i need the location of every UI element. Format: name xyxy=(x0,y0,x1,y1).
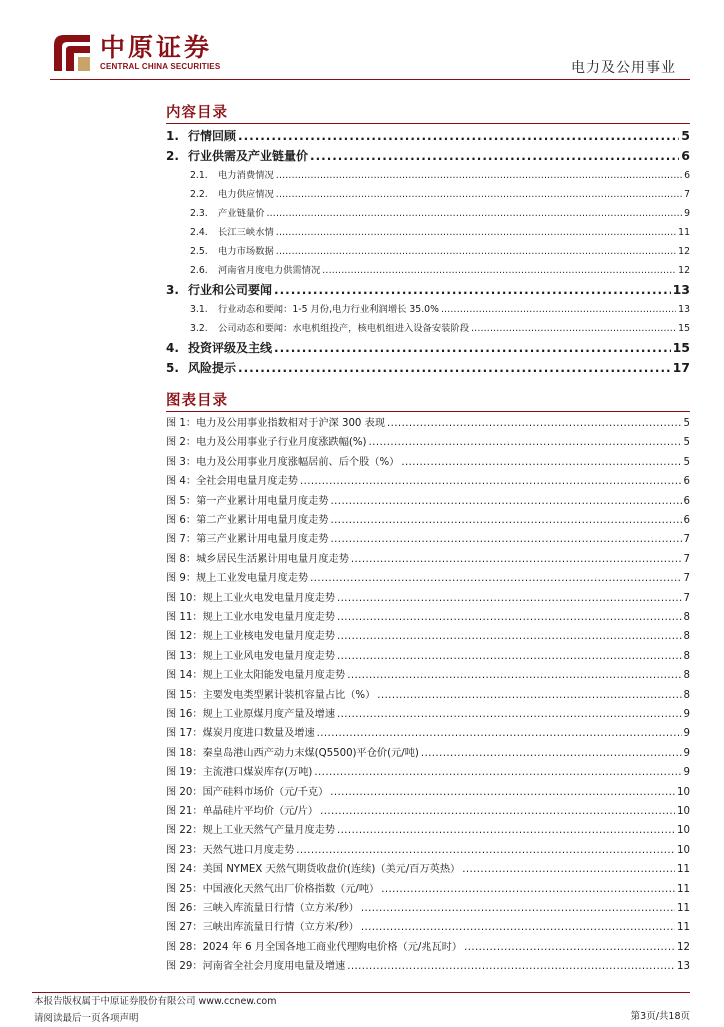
dot-leader xyxy=(337,608,682,628)
dot-leader xyxy=(331,511,682,531)
entry-page-number: 11 xyxy=(678,227,690,238)
dot-leader xyxy=(296,841,675,861)
toc-subentry[interactable] xyxy=(190,319,690,338)
entry-title: 产业链量价 xyxy=(218,208,265,219)
page-header xyxy=(0,0,724,84)
entry-title: 风险提示 xyxy=(188,361,237,375)
entry-title: 图 12：规上工业核电发电量月度走势 xyxy=(166,631,336,643)
figure-entry[interactable] xyxy=(166,821,690,841)
entry-page-number: 11 xyxy=(677,903,690,914)
entry-page-number: 11 xyxy=(677,864,690,876)
toc-entry[interactable] xyxy=(166,146,690,166)
entry-page-number: 9 xyxy=(683,767,690,779)
entry-page-number: 9 xyxy=(683,728,690,740)
dot-leader xyxy=(337,647,682,667)
entry-title: 图 20：国产硅料市场价（元/千克） xyxy=(166,786,329,798)
footer-left xyxy=(34,993,277,1027)
entry-page-number: 12 xyxy=(678,265,690,276)
figure-entry[interactable] xyxy=(166,492,690,512)
figure-entry[interactable] xyxy=(166,589,690,609)
company-logo-icon xyxy=(50,33,94,73)
entry-title: 图 19：主流港口煤炭库存(万吨) xyxy=(166,767,313,779)
entry-page-number: 8 xyxy=(683,689,690,701)
toc-subentry[interactable] xyxy=(190,223,690,242)
figure-entry[interactable] xyxy=(166,686,690,706)
entry-page-number: 13 xyxy=(678,304,690,315)
figure-entry[interactable] xyxy=(166,530,690,550)
dot-leader xyxy=(238,126,679,146)
figure-entry[interactable] xyxy=(166,627,690,647)
entry-page-number: 11 xyxy=(677,883,690,895)
figure-entry[interactable] xyxy=(166,472,690,492)
dot-leader xyxy=(337,821,675,841)
entry-title: 行情回顾 xyxy=(188,129,237,143)
toc-title-underline xyxy=(166,123,690,124)
entry-title: 图 5：第一产业累计用电量月度走势 xyxy=(166,495,329,507)
entry-title: 投资评级及主线 xyxy=(188,341,273,355)
entry-title: 图 27：三峡出库流量日行情（立方米/秒） xyxy=(166,922,359,934)
entry-title: 图 16：规上工业原煤月度产量及增速 xyxy=(166,709,336,720)
figure-entry[interactable] xyxy=(166,511,690,531)
entry-title: 图 24：美国 NYMEX 天然气期货收盘价(连续)（美元/百万英热） xyxy=(166,864,461,876)
entry-title: 图 15：主要发电类型累计装机容量占比（%） xyxy=(166,689,376,701)
entry-title: 图 9：规上工业发电量月度走势 xyxy=(166,573,309,585)
dot-leader xyxy=(464,938,675,958)
entry-page-number: 5 xyxy=(681,128,690,143)
dot-leader xyxy=(322,261,676,280)
dot-leader xyxy=(330,783,675,803)
entry-page-number: 12 xyxy=(677,941,690,953)
entry-page-number: 13 xyxy=(677,961,690,973)
toc-subentry[interactable] xyxy=(190,204,690,223)
dot-leader xyxy=(300,472,682,492)
dot-leader xyxy=(276,185,682,204)
entry-title: 图 13：规上工业风电发电量月度走势 xyxy=(166,650,336,662)
figure-entry[interactable] xyxy=(166,880,690,900)
toc-subentry[interactable] xyxy=(190,242,690,261)
dot-leader xyxy=(276,223,676,242)
company-name-en: CENTRAL CHINA SECURITIES xyxy=(100,62,221,71)
entry-title: 行业和公司要闻 xyxy=(188,283,273,297)
toc-entry[interactable] xyxy=(166,358,690,378)
dot-leader xyxy=(310,146,679,166)
dot-leader xyxy=(462,860,675,880)
entry-title: 长江三峡水情 xyxy=(218,227,274,238)
dot-leader xyxy=(369,433,682,453)
figure-entry[interactable] xyxy=(166,724,690,744)
figure-entry[interactable] xyxy=(166,802,690,822)
entry-title: 电力供应情况 xyxy=(218,189,274,200)
entry-page-number: 8 xyxy=(683,670,690,682)
entry-title: 电力市场数据 xyxy=(218,246,274,257)
entry-number: 1. xyxy=(166,129,179,143)
figure-entry[interactable] xyxy=(166,918,690,938)
entry-number: 3.2. xyxy=(190,323,208,334)
dot-leader xyxy=(310,569,681,589)
entry-title: 图 4：全社会用电量月度走势 xyxy=(166,476,298,488)
figure-entry[interactable] xyxy=(166,705,690,725)
entry-number: 3. xyxy=(166,283,179,297)
entry-title: 图 2：电力及公用事业子行业月度涨跌幅(%) xyxy=(166,437,367,449)
dot-leader xyxy=(274,280,671,300)
entry-title: 行业供需及产业链量价 xyxy=(188,149,309,163)
entry-title: 图 14：规上工业太阳能发电量月度走势 xyxy=(166,670,346,682)
entry-page-number: 6 xyxy=(683,515,690,526)
entry-page-number: 9 xyxy=(683,709,690,720)
entry-page-number: 11 xyxy=(677,922,690,934)
entry-title: 电力消费情况 xyxy=(218,170,274,181)
toc-subentry[interactable] xyxy=(190,300,690,319)
figure-entry[interactable] xyxy=(166,453,690,473)
entry-page-number: 5 xyxy=(683,456,690,468)
dot-leader xyxy=(377,686,681,706)
figure-entry[interactable] xyxy=(166,957,690,977)
entry-page-number: 6 xyxy=(681,148,690,163)
header-divider xyxy=(50,79,690,80)
dot-leader xyxy=(337,705,682,725)
entry-page-number: 7 xyxy=(684,189,690,200)
dot-leader xyxy=(401,453,681,473)
entry-number: 2.6. xyxy=(190,265,208,276)
dot-leader xyxy=(320,802,675,822)
toc-subentry[interactable] xyxy=(190,185,690,204)
figure-entry[interactable] xyxy=(166,938,690,958)
dot-leader xyxy=(267,204,683,223)
entry-title: 图 18：秦皇岛港山西产动力末煤(Q5500)平仓价(元/吨) xyxy=(166,747,419,759)
entry-page-number: 15 xyxy=(672,340,690,355)
entry-page-number: 7 xyxy=(683,592,690,604)
entry-title: 图 8：城乡居民生活累计用电量月度走势 xyxy=(166,553,349,565)
dot-leader xyxy=(314,763,681,783)
toc-entry[interactable] xyxy=(166,280,690,300)
entry-title: 图 22：规上工业天然气产量月度走势 xyxy=(166,825,336,837)
figure-entry[interactable] xyxy=(166,608,690,628)
dot-leader xyxy=(337,589,682,609)
figure-entry[interactable] xyxy=(166,899,690,919)
figure-entry[interactable] xyxy=(166,666,690,686)
dot-leader xyxy=(441,300,676,319)
figure-entry[interactable] xyxy=(166,744,690,764)
entry-title: 河南省月度电力供需情况 xyxy=(218,265,321,276)
dot-leader xyxy=(276,242,676,261)
toc-entry[interactable] xyxy=(166,126,690,146)
figures-title-underline xyxy=(166,411,690,412)
entry-title: 图 10：规上工业火电发电量月度走势 xyxy=(166,592,336,604)
dot-leader xyxy=(361,899,675,919)
entry-number: 2.1. xyxy=(190,170,208,181)
figure-entry[interactable] xyxy=(166,414,690,434)
entry-page-number: 8 xyxy=(683,650,690,662)
entry-number: 2.5. xyxy=(190,246,208,257)
entry-page-number: 6 xyxy=(684,170,690,181)
figure-entry[interactable] xyxy=(166,569,690,589)
report-sector: 电力及公用事业 xyxy=(571,60,676,76)
copyright-notice: 本报告版权属于中原证券股份有限公司 www.ccnew.com xyxy=(34,996,277,1007)
entry-title: 图 25：中国液化天然气出厂价格指数（元/吨） xyxy=(166,883,380,895)
entry-page-number: 5 xyxy=(683,418,690,429)
entry-title: 图 1：电力及公用事业指数相对于沪深 300 表现 xyxy=(166,418,386,429)
toc-subentry[interactable] xyxy=(190,166,690,185)
dot-leader xyxy=(274,338,671,358)
dot-leader xyxy=(361,918,675,938)
dot-leader xyxy=(471,319,676,338)
figure-entry[interactable] xyxy=(166,433,690,453)
entry-title: 图 26：三峡入库流量日行情（立方米/秒） xyxy=(166,903,359,914)
dot-leader xyxy=(387,414,682,434)
entry-page-number: 6 xyxy=(683,476,690,488)
entry-title: 图 6：第二产业累计用电量月度走势 xyxy=(166,515,329,526)
figures-title: 图表目录 xyxy=(166,393,228,409)
entry-page-number: 10 xyxy=(677,844,690,856)
entry-title: 图 28：2024 年 6 月全国各地工商业代理购电价格（元/兆瓦时） xyxy=(166,941,463,953)
entry-title: 行业动态和要闻：1-5 月份,电力行业利润增长 35.0% xyxy=(218,304,439,315)
entry-number: 2. xyxy=(166,149,179,163)
entry-title: 图 29：河南省全社会月度用电量及增速 xyxy=(166,961,346,973)
dot-leader xyxy=(347,666,681,686)
entry-title: 图 17：煤炭月度进口数量及增速 xyxy=(166,728,315,740)
entry-page-number: 6 xyxy=(683,495,690,507)
entry-title: 图 7：第三产业累计用电量月度走势 xyxy=(166,534,329,546)
entry-title: 图 23：天然气进口月度走势 xyxy=(166,844,295,856)
entry-page-number: 10 xyxy=(677,806,690,817)
entry-page-number: 13 xyxy=(672,282,690,297)
disclaimer-notice: 请阅读最后一页各项声明 xyxy=(34,1013,139,1024)
entry-title: 图 21：单晶硅片平均价（元/片） xyxy=(166,806,319,817)
page-indicator: 第3页/共18页 xyxy=(630,1011,690,1022)
entry-page-number: 15 xyxy=(678,323,690,334)
figure-entry[interactable] xyxy=(166,763,690,783)
entry-page-number: 10 xyxy=(677,825,690,837)
dot-leader xyxy=(381,880,675,900)
entry-number: 5. xyxy=(166,361,179,375)
figure-entry[interactable] xyxy=(166,550,690,570)
dot-leader xyxy=(421,744,682,764)
dot-leader xyxy=(347,957,675,977)
dot-leader xyxy=(238,358,671,378)
dot-leader xyxy=(317,724,682,744)
figure-entry[interactable] xyxy=(166,647,690,667)
entry-page-number: 7 xyxy=(683,573,690,585)
entry-page-number: 9 xyxy=(683,747,690,759)
entry-title: 公司动态和要闻：水电机组投产，核电机组进入设备安装阶段 xyxy=(218,323,470,334)
entry-number: 3.1. xyxy=(190,304,208,315)
entry-title: 图 3：电力及公用事业月度涨幅居前、后个股（%） xyxy=(166,456,400,468)
toc-title: 内容目录 xyxy=(166,105,228,121)
entry-page-number: 8 xyxy=(683,612,690,623)
entry-number: 4. xyxy=(166,341,179,355)
entry-page-number: 8 xyxy=(683,631,690,643)
entry-page-number: 7 xyxy=(683,553,690,565)
entry-number: 2.4. xyxy=(190,227,208,238)
company-name-cn: 中原证券 xyxy=(100,33,213,62)
entry-page-number: 10 xyxy=(677,786,690,798)
entry-page-number: 7 xyxy=(683,534,690,546)
dot-leader xyxy=(331,530,682,550)
entry-number: 2.3. xyxy=(190,208,208,219)
figure-entry[interactable] xyxy=(166,860,690,880)
dot-leader xyxy=(337,627,682,647)
dot-leader xyxy=(351,550,682,570)
figure-entry[interactable] xyxy=(166,783,690,803)
entry-page-number: 9 xyxy=(684,208,690,219)
toc-entry[interactable] xyxy=(166,338,690,358)
dot-leader xyxy=(331,492,682,512)
entry-number: 2.2. xyxy=(190,189,208,200)
toc-subentry[interactable] xyxy=(190,261,690,280)
entry-title: 图 11：规上工业水电发电量月度走势 xyxy=(166,612,336,623)
entry-page-number: 5 xyxy=(683,437,690,449)
figure-entry[interactable] xyxy=(166,841,690,861)
dot-leader xyxy=(276,166,682,185)
entry-page-number: 12 xyxy=(678,246,690,257)
entry-page-number: 17 xyxy=(672,360,690,375)
